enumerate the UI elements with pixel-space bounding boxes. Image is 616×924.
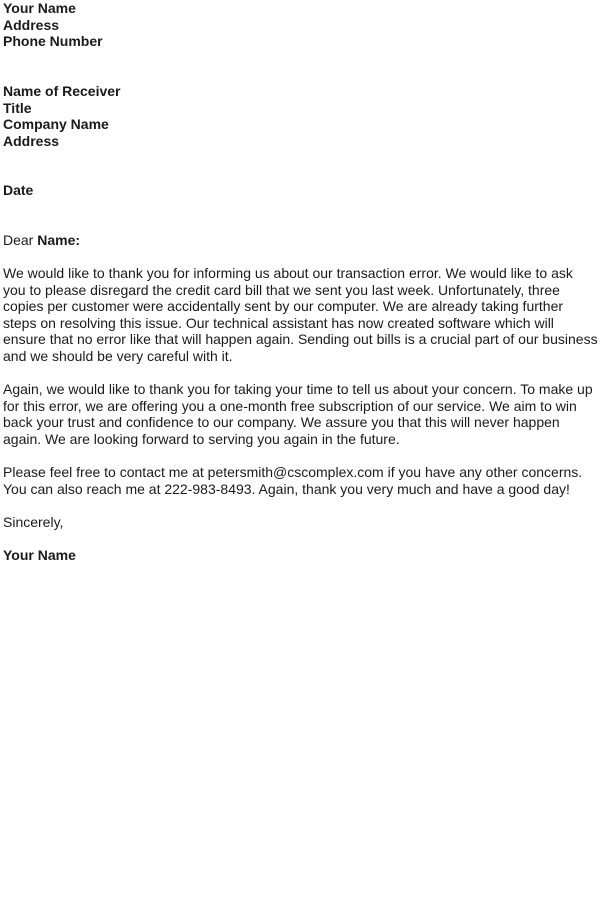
receiver-block bbox=[3, 83, 615, 149]
body-paragraph-2 bbox=[3, 381, 615, 447]
greeting bbox=[3, 232, 615, 249]
paragraph-line: for this error, we are offering you a one-month free subscription of our service. We aim to win bbox=[3, 397, 577, 414]
paragraph-line: You can also reach me at 222-983-8493. Again, thank you very much and have a good day! bbox=[3, 480, 570, 497]
signature-name: Your Name bbox=[3, 547, 76, 563]
sender-phone: Phone Number bbox=[3, 33, 103, 50]
sender-address: Address bbox=[3, 16, 60, 33]
paragraph-line: again. We are looking forward to serving you again in the future. bbox=[3, 430, 400, 447]
greeting-prefix: Dear bbox=[3, 232, 34, 248]
paragraph-line: copies per customer were accidentally sent by our computer. We are already taking further bbox=[3, 298, 564, 315]
receiver-name: Name of Receiver bbox=[3, 83, 121, 99]
body-paragraph-3 bbox=[3, 464, 615, 497]
paragraph-line: Please feel free to contact me at petersmith@cscomplex.com if you have any other concerns. bbox=[3, 464, 583, 480]
greeting-name: Name: bbox=[37, 232, 81, 248]
closing bbox=[3, 514, 615, 531]
paragraph-line: Again, we would like to thank you for taking your time to tell us about your concern. To make up bbox=[3, 381, 593, 397]
body-paragraph-1 bbox=[3, 265, 615, 365]
date-label: Date bbox=[3, 182, 34, 198]
receiver-title: Title bbox=[3, 99, 32, 116]
receiver-company: Company Name bbox=[3, 116, 109, 133]
date-block bbox=[3, 182, 615, 199]
signature bbox=[3, 547, 615, 564]
paragraph-line: steps on resolving this issue. Our technical assistant has now created software which will bbox=[3, 314, 554, 331]
paragraph-line: back your trust and confidence to our company. We assure you that this will never happen bbox=[3, 414, 560, 431]
paragraph-line: ensure that no error like that will happen again. Sending out bills is a crucial part of our business bbox=[3, 331, 598, 348]
sender-name: Your Name bbox=[3, 0, 76, 16]
paragraph-line: We would like to thank you for informing us about our transaction error. We would like to ask bbox=[3, 265, 573, 281]
sender-block bbox=[3, 0, 615, 50]
paragraph-line: you to please disregard the credit card bill that we sent you last week. Unfortunately, three bbox=[3, 281, 560, 298]
receiver-address: Address bbox=[3, 132, 60, 149]
closing-text: Sincerely, bbox=[3, 514, 64, 530]
paragraph-line: and we should be very careful with it. bbox=[3, 347, 233, 364]
